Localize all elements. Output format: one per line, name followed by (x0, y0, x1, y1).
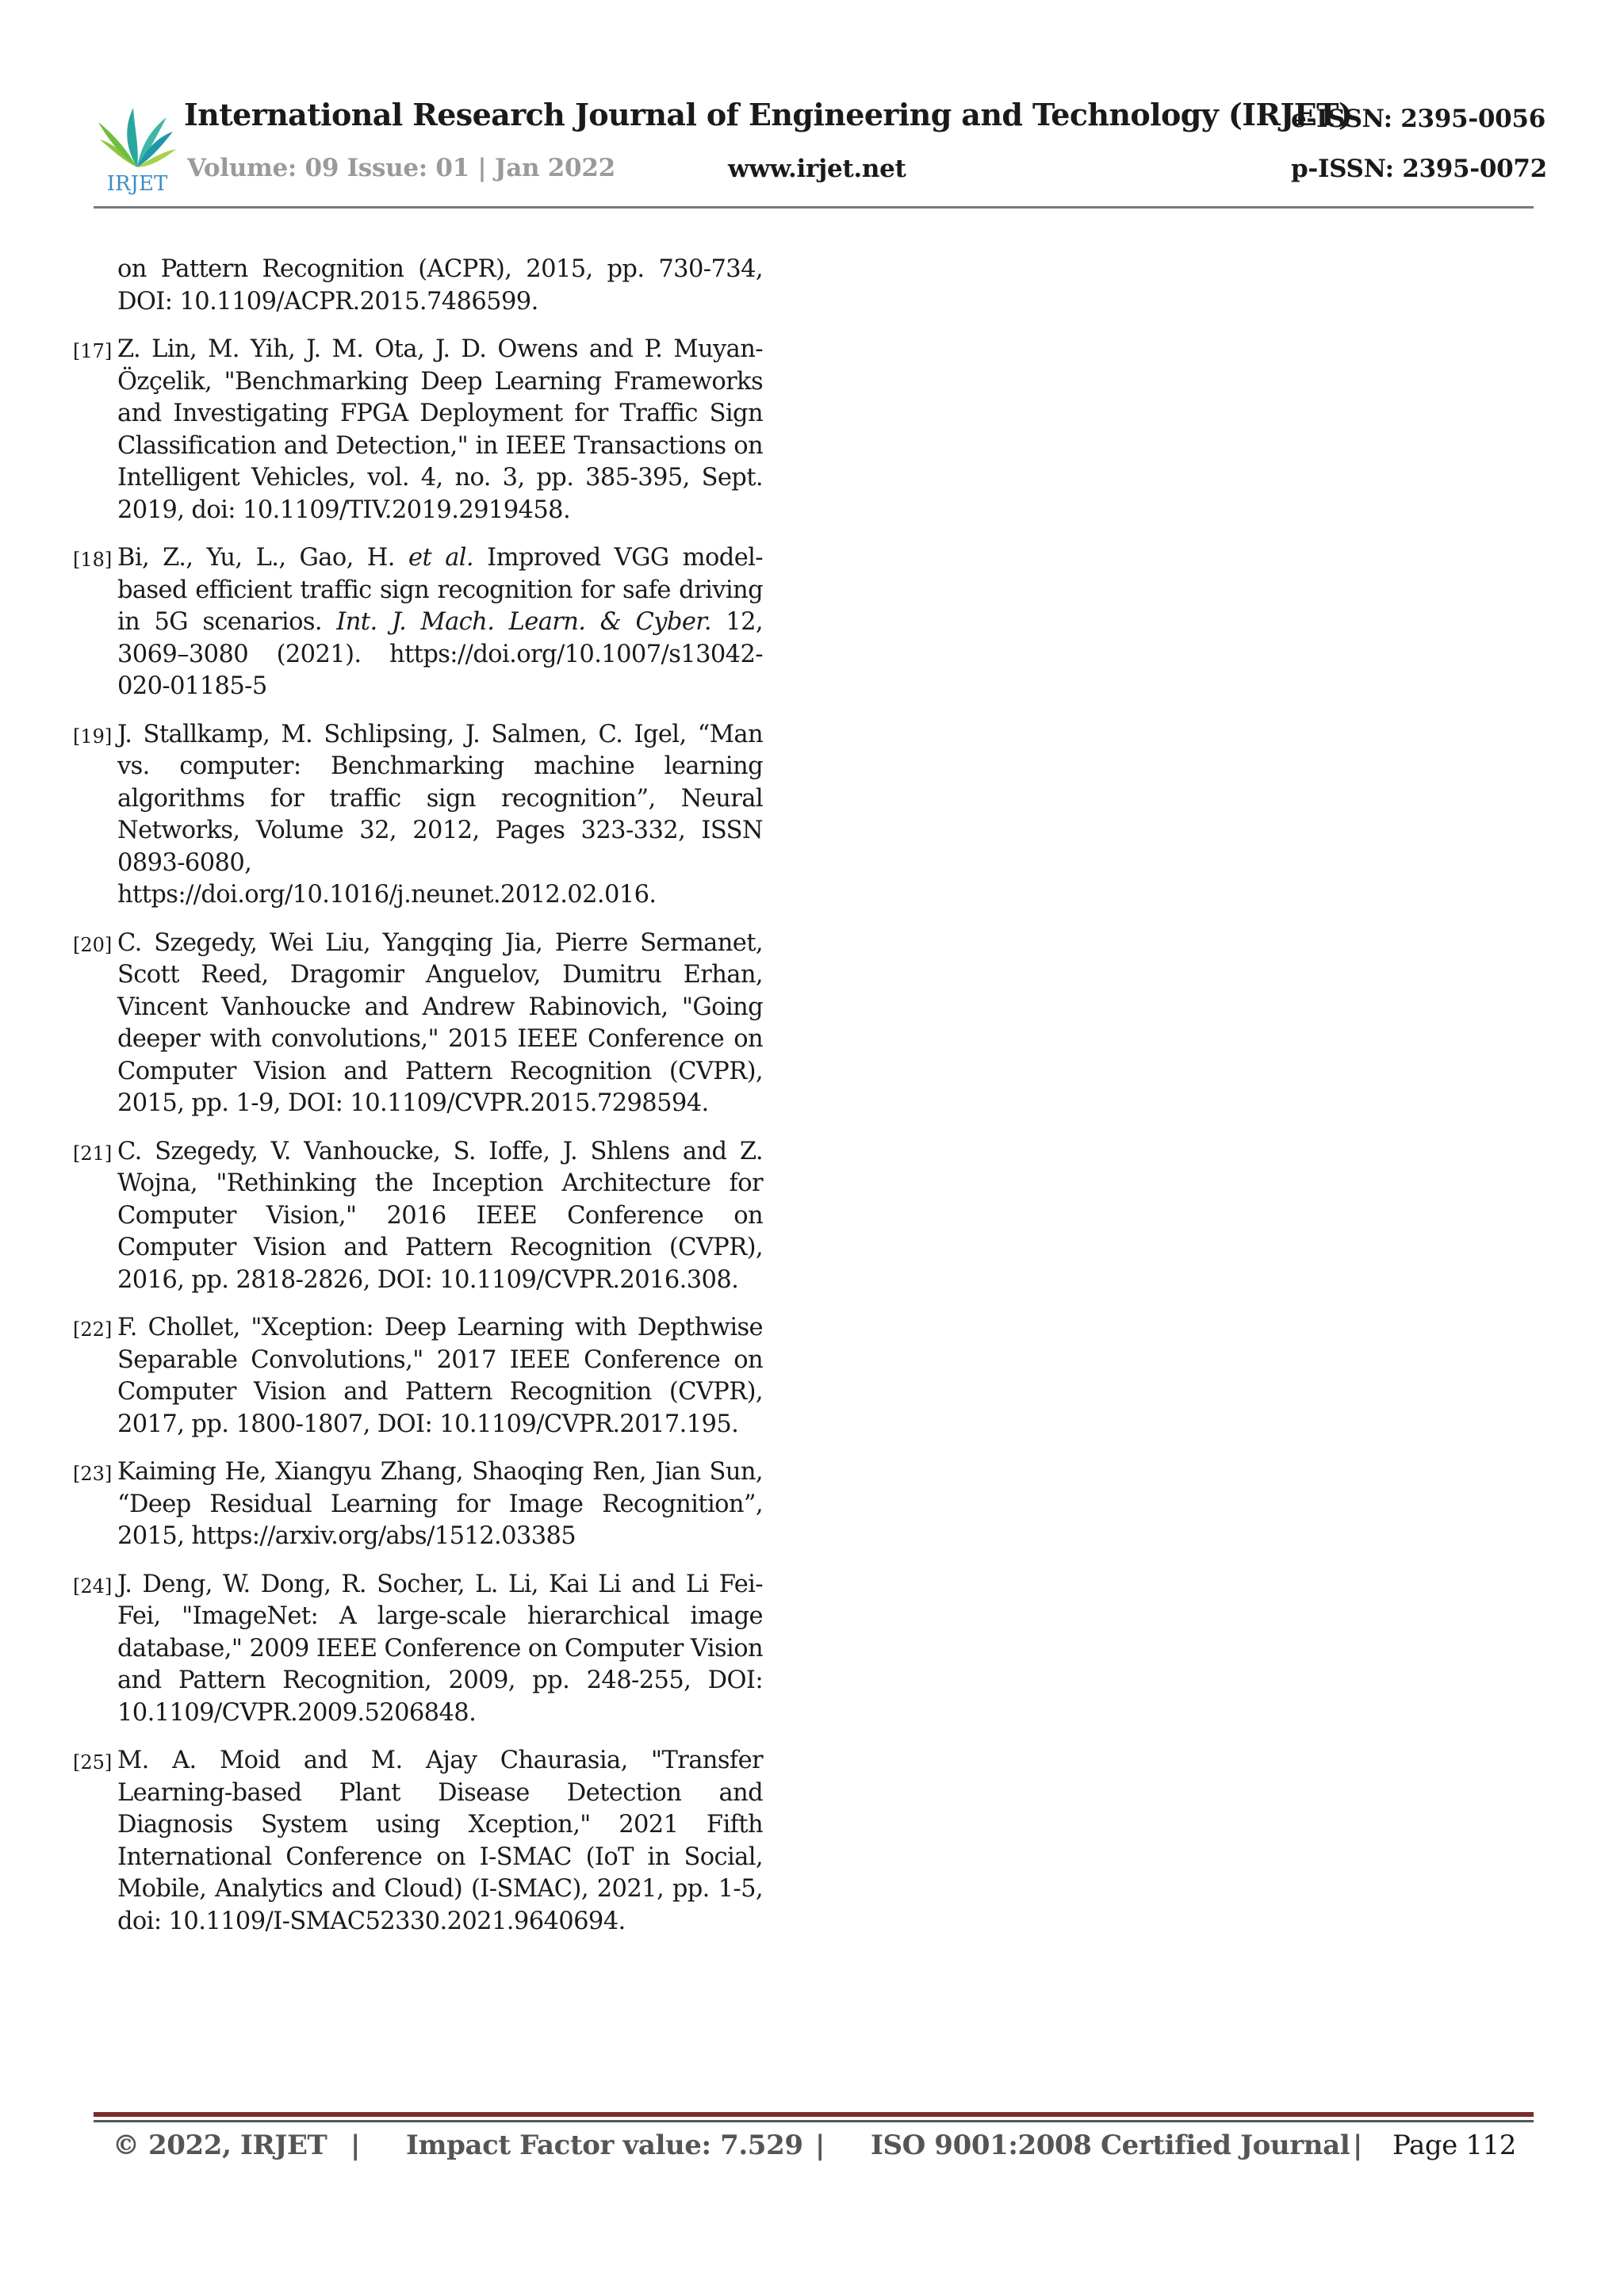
reference-continuation (73, 254, 763, 318)
page-footer (94, 2130, 1534, 2169)
reference-text: Z. Lin, M. Yih, J. M. Ota, J. D. Owens and P. Muyan-Özçelik, "Benchmarking Deep Learning Frameworks and Investigating FPGA Deployment for Traffic Sign Classification and Detection," in IEEE Transactions on Intelligent Vehicles, vol. 4, no. 3, pp. 385-395, Sept. 2019, doi: 10.1109/TIV.2019.2919458. (117, 335, 763, 524)
reference-19 (73, 719, 763, 912)
header-divider (94, 206, 1534, 209)
reference-number: [19] (73, 725, 113, 748)
e-issn: e-ISSN: 2395-0056 (1291, 105, 1545, 133)
page-header (0, 0, 1624, 214)
footer-divider-top (94, 2112, 1534, 2117)
footer-impact-factor: Impact Factor value: 7.529 (406, 2130, 803, 2161)
logo-text: IRJET (106, 172, 168, 195)
reference-text: Kaiming He, Xiangyu Zhang, Shaoqing Ren, Jian Sun, “Deep Residual Learning for Image Recognition”, 2015, https://arxiv.org/abs/1512.03385 (117, 1458, 763, 1550)
footer-separator: | (815, 2130, 825, 2161)
reference-text: J. Deng, W. Dong, R. Socher, L. Li, Kai Li and Li Fei-Fei, "ImageNet: A large-scale hierarchical image database," 2009 IEEE Conference on Computer Vision and Pattern Recognition, 2009, pp. 248-255, DOI: 10.1109/CVPR.2009.5206848. (117, 1570, 763, 1727)
reference-text: M. A. Moid and M. Ajay Chaurasia, "Transfer Learning-based Plant Disease Detection and Diagnosis System using Xception," 2021 Fifth International Conference on I-SMAC (IoT in Social, Mobile, Analytics and Cloud) (I-SMAC), 2021, pp. 1-5, doi: 10.1109/I-SMAC52330.2021.9640694. (117, 1747, 763, 1935)
footer-divider-bottom (94, 2120, 1534, 2122)
footer-separator: | (350, 2130, 360, 2161)
page-number: Page 112 (1392, 2130, 1517, 2161)
reference-18 (73, 542, 763, 703)
reference-21 (73, 1136, 763, 1297)
website-link[interactable]: www.irjet.net (728, 155, 906, 183)
footer-iso: ISO 9001:2008 Certified Journal (871, 2130, 1350, 2161)
reference-continuation-text: on Pattern Recognition (ACPR), 2015, pp. 730-734, DOI: 10.1109/ACPR.2015.7486599. (117, 255, 763, 316)
reference-text-part: Bi, Z., Yu, L., Gao, H. (117, 544, 408, 572)
footer-separator: | (1353, 2130, 1362, 2161)
journal-title: International Research Journal of Engineering and Technology (IRJET) (184, 97, 1353, 132)
reference-number: [24] (73, 1575, 113, 1598)
reference-list (73, 254, 763, 1954)
reference-17 (73, 334, 763, 526)
reference-text-part: 12, 3069–3080 (2021). https://doi.org/10.1007/s13042-020-01185-5 (117, 608, 763, 700)
reference-number: [22] (73, 1318, 113, 1341)
reference-number: [25] (73, 1751, 113, 1774)
reference-text-part: Improved VGG model-based efficient traffic sign recognition for safe driving in 5G scenarios. (117, 544, 764, 636)
reference-23 (73, 1456, 763, 1553)
reference-text: J. Stallkamp, M. Schlipsing, J. Salmen, C. Igel, “Man vs. computer: Benchmarking machine learning algorithms for traffic sign recognition”, Neural Networks, Volume 32, 2012, Pages 323-332, ISSN 0893-6080, https://doi.org/10.1016/j.neunet.2012.02.016. (117, 720, 763, 909)
reference-number: [21] (73, 1142, 113, 1165)
reference-20 (73, 928, 763, 1120)
reference-text: C. Szegedy, Wei Liu, Yangqing Jia, Pierre Sermanet, Scott Reed, Dragomir Anguelov, Dumitru Erhan, Vincent Vanhoucke and Andrew Rabinovich, "Going deeper with convolutions," 2015 IEEE Conference on Computer Vision and Pattern Recognition (CVPR), 2015, pp. 1-9, DOI: 10.1109/CVPR.2015.7298594. (117, 928, 763, 1117)
reference-number: [18] (73, 549, 113, 571)
reference-number: [23] (73, 1463, 113, 1485)
reference-text: C. Szegedy, V. Vanhoucke, S. Ioffe, J. Shlens and Z. Wojna, "Rethinking the Inception Architecture for Computer Vision," 2016 IEEE Conference on Computer Vision and Pattern Recognition (CVPR), 2016, pp. 2818-2826, DOI: 10.1109/CVPR.2016.308. (117, 1137, 763, 1294)
reference-number: [17] (73, 340, 113, 362)
reference-24 (73, 1569, 763, 1730)
footer-copyright: © 2022, IRJET (113, 2130, 327, 2161)
reference-number: [20] (73, 933, 113, 956)
volume-issue: Volume: 09 Issue: 01 | Jan 2022 (187, 154, 615, 182)
reference-text: F. Chollet, "Xception: Deep Learning with Depthwise Separable Convolutions," 2017 IEEE Conference on Computer Vision and Pattern Recognition (CVPR), 2017, pp. 1800-1807, DOI: 10.1109/CVPR.2017.195. (117, 1314, 763, 1438)
irjet-logo (94, 100, 181, 195)
reference-text-italic: et al. (408, 544, 474, 572)
irjet-logo-icon (94, 100, 181, 195)
p-issn: p-ISSN: 2395-0072 (1291, 155, 1547, 183)
reference-25 (73, 1745, 763, 1938)
reference-22 (73, 1312, 763, 1441)
reference-journal-italic: Int. J. Mach. Learn. & Cyber. (336, 608, 711, 636)
